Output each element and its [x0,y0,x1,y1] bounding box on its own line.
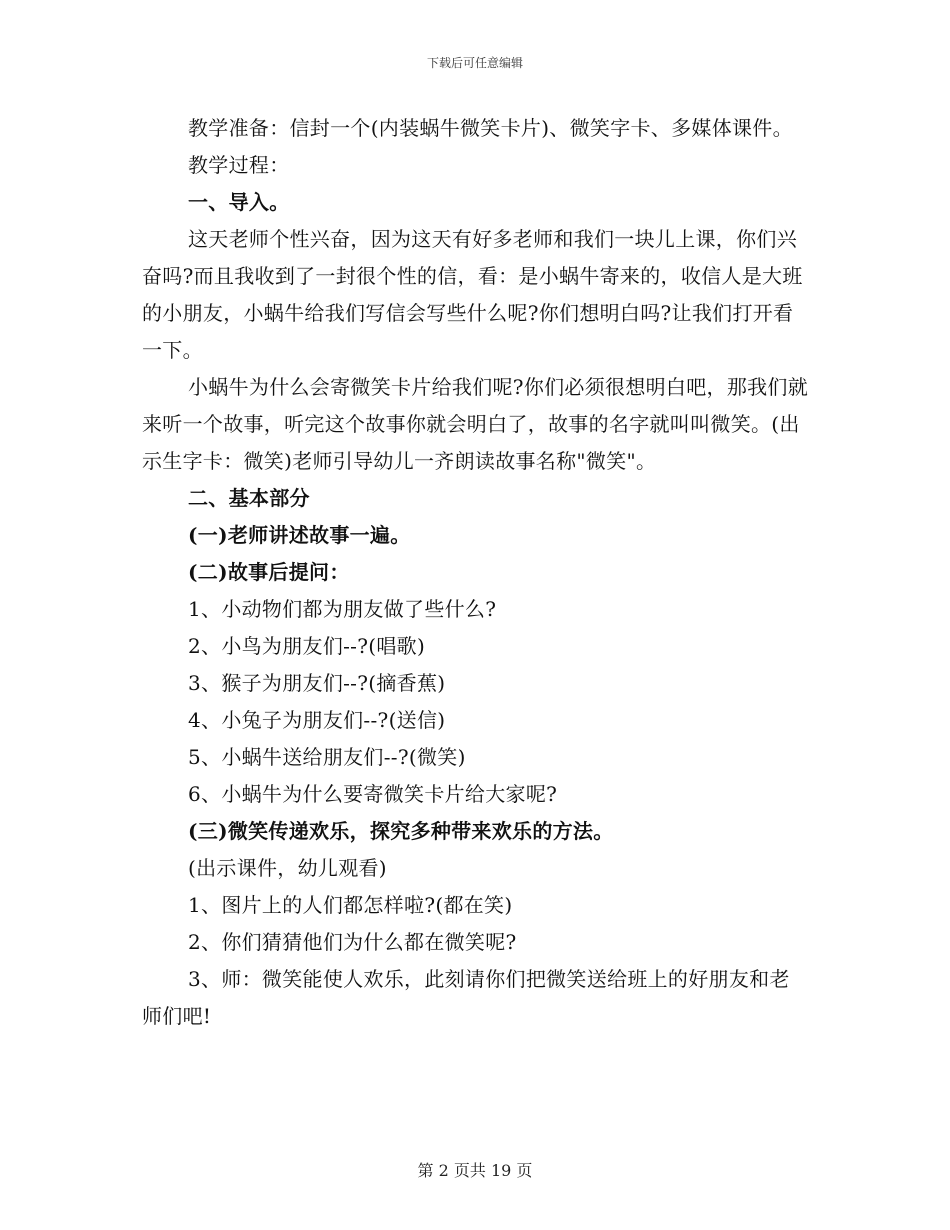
question-item: 1、小动物们都为朋友做了些什么? [188,597,497,621]
section-heading-introduction: 一、导入。 [188,190,290,214]
section-heading-basic-part: 二、基本部分 [188,486,310,510]
question-item: 6、小蜗牛为什么要寄微笑卡片给大家呢? [188,782,558,806]
question-item: 1、图片上的人们都怎样啦?(都在笑) [188,893,513,917]
question-item: 3、猴子为朋友们--?(摘香蕉) [188,671,446,695]
question-item: 3、师：微笑能使人欢乐，此刻请你们把微笑送给班上的好朋友和老师们吧! [142,967,790,1028]
page-header: 下载后可任意编辑 [426,56,523,70]
paragraph-introduction: 这天老师个性兴奋，因为这天有好多老师和我们一块儿上课，你们兴奋吗?而且我收到了一封很个性的信，看：是小蜗牛寄来的，收信人是大班的小朋友，小蜗牛给我们写信会写些什么呢?你们想明白吗?让我们打开看一下。 [142,227,803,362]
question-item: 2、你们猜猜他们为什么都在微笑呢? [188,930,517,954]
paragraph-teaching-preparation: 教学准备：信封一个(内装蜗牛微笑卡片)、微笑字卡、多媒体课件。 [188,116,793,140]
subheading-teacher-tells-story: (一)老师讲述故事一遍。 [188,523,411,547]
subheading-smile-brings-joy: (三)微笑传递欢乐，探究多种带来欢乐的方法。 [188,819,614,843]
paragraph-teaching-process-label: 教学过程： [188,153,290,177]
page-footer: 第 2 页共 19 页 [417,1161,533,1180]
question-item: 4、小兔子为朋友们--?(送信) [188,708,446,732]
subheading-questions-after-story: (二)故事后提问： [188,560,350,584]
question-item: 5、小蜗牛送给朋友们--?(微笑) [188,745,466,769]
paragraph-show-courseware: (出示课件，幼儿观看) [188,856,387,880]
paragraph-story-intro: 小蜗牛为什么会寄微笑卡片给我们呢?你们必须很想明白吧，那我们就来听一个故事，听完这个故事你就会明白了，故事的名字就叫叫微笑。(出示生字卡：微笑)老师引导幼儿一齐朗读故事名称"微笑"。 [142,375,809,473]
question-item: 2、小鸟为朋友们--?(唱歌) [188,634,426,658]
document-body [142,110,810,1035]
